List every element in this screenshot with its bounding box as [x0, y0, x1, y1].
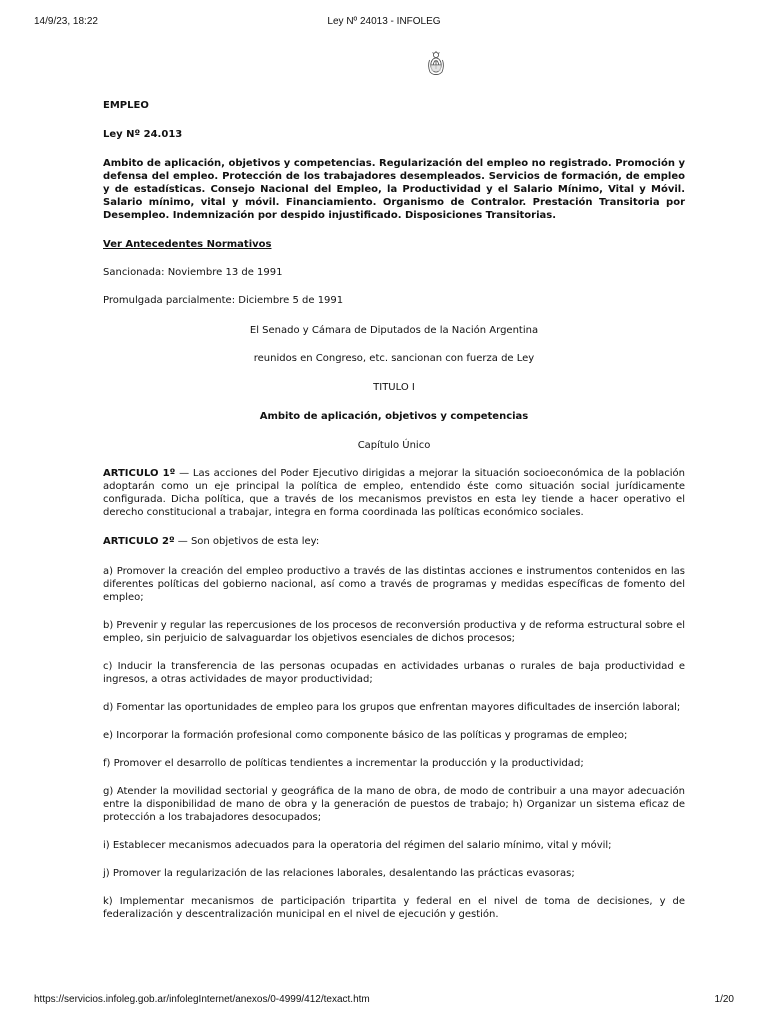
titulo-name: Ambito de aplicación, objetivos y competencias [259, 411, 529, 422]
list-item: k) Implementar mecanismos de participación tripartita y federal en el nivel de toma de decisiones, y de federalización y descentralización municipal en el nivel de ejecución y gestión. [103, 896, 685, 920]
antecedentes-link[interactable]: Ver Antecedentes Normativos [103, 239, 272, 250]
article-1 [103, 467, 685, 519]
print-url: https://servicios.infoleg.gob.ar/infolegInternet/anexos/0-4999/412/texact.htm [34, 994, 370, 1005]
list-item: f) Promover el desarrollo de políticas tendientes a incrementar la producción y la productividad; [103, 758, 584, 769]
article-1-text: — Las acciones del Poder Ejecutivo dirigidas a mejorar la situación socioeconómica de la población adoptarán como un eje principal la política de empleo, entendido éste como situación social jurídicamente configurada. Dicha política, que a través de los mecanismos previstos en esta ley tiende a hacer operativo el derecho constitucional a trabajar, integra en forma coordinada las políticas económico sociales. [103, 468, 685, 518]
list-item: a) Promover la creación del empleo productivo a través de las distintas acciones e instrumentos contenidos en las diferentes políticas del gobierno nacional, así como a través de programas y medidas específicas de fomento del empleo; [103, 566, 685, 603]
print-datetime: 14/9/23, 18:22 [34, 16, 98, 27]
list-item: g) Atender la movilidad sectorial y geográfica de la mano de obra, de modo de contribuir a una mayor adecuación entre la disponibilidad de mano de obra y la generación de puestos de trabajo; h) Organizar un sistema eficaz de protección a los trabajadores desocupados; [103, 786, 685, 823]
list-item: d) Fomentar las oportunidades de empleo para los grupos que enfrentan mayores dificultades de inserción laboral; [103, 702, 681, 713]
coat-of-arms-icon [426, 50, 446, 76]
promulgada-date: Promulgada parcialmente: Diciembre 5 de 1991 [103, 295, 344, 306]
titulo-heading: TITULO I [373, 382, 415, 393]
print-page-title: Ley Nº 24013 - INFOLEG [327, 16, 441, 27]
print-footer [34, 994, 734, 1008]
print-header [34, 16, 734, 32]
law-summary: Ambito de aplicación, objetivos y competencias. Regularización del empleo no registrado. Promoción y defensa del empleo. Protección de los trabajadores desempleados. Servicios de formación, de empleo y de estadísticas. Consejo Nacional del Empleo, la Productividad y el Salario Mínimo, Vital y Móvil. Salario mínimo, vital y móvil. Financiamiento. Organismo de Contralor. Prestación Transitoria por Desempleo. Indemnización por despido injustificado. Disposiciones Transitorias. [103, 158, 685, 221]
list-item: i) Establecer mecanismos adecuados para la operatoria del régimen del salario mínimo, vital y móvil; [103, 840, 612, 851]
list-item: j) Promover la regularización de las relaciones laborales, desalentando las prácticas evasoras; [103, 868, 575, 879]
law-document [103, 99, 685, 921]
article-2-label: ARTICULO 2º [103, 536, 175, 547]
enacting-formula: reunidos en Congreso, etc. sancionan con fuerza de Ley [253, 353, 535, 364]
capitulo-heading: Capítulo Único [357, 440, 431, 451]
law-number: Ley Nº 24.013 [103, 129, 183, 140]
article-2 [103, 535, 685, 548]
article-1-label: ARTICULO 1º [103, 468, 176, 479]
print-page-number: 1/20 [714, 994, 734, 1005]
enacting-body: El Senado y Cámara de Diputados de la Nación Argentina [249, 325, 539, 336]
document-category: EMPLEO [103, 100, 149, 111]
list-item: b) Prevenir y regular las repercusiones de los procesos de reconversión productiva y de reforma estructural sobre el empleo, sin perjuicio de salvaguardar los objetivos esenciales de dichos procesos; [103, 620, 685, 644]
sancionada-date: Sancionada: Noviembre 13 de 1991 [103, 267, 283, 278]
list-item: e) Incorporar la formación profesional como componente básico de las políticas y programas de empleo; [103, 730, 628, 741]
article-2-text: — Son objetivos de esta ley: [174, 536, 320, 547]
antecedentes-paragraph [103, 238, 685, 251]
list-item: c) Inducir la transferencia de las personas ocupadas en actividades urbanas o rurales de baja productividad e ingresos, a otras actividades de mayor productividad; [103, 661, 685, 685]
